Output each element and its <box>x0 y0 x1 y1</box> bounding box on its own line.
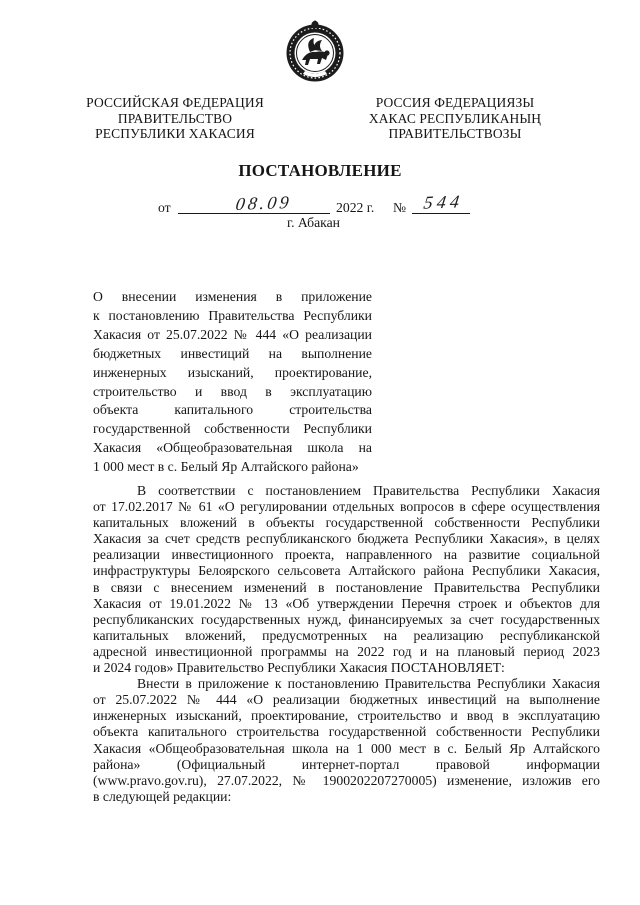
body-line: в связи с внесением изменений в постановление Правительства Республики <box>93 579 600 595</box>
document-title: ПОСТАНОВЛЕНИЕ <box>238 161 402 180</box>
body-line: и 2024 годов» Правительство Республики Хакасия ПОСТАНОВЛЯЕТ: <box>93 660 505 676</box>
subject-line: государственной собственности Республики <box>93 421 372 437</box>
header-left-line: ПРАВИТЕЛЬСТВО <box>117 110 233 126</box>
date-prefix: от <box>158 200 171 215</box>
header-left-line: РЕСПУБЛИКИ ХАКАСИЯ <box>95 126 255 141</box>
body-paragraph <box>93 483 600 676</box>
subject-line: к постановлению Правительства Республики <box>93 307 372 323</box>
body-line: В соответствии с постановлением Правительства Республики Хакасия <box>137 483 600 498</box>
body-line: капитальных вложений в объекты государственной собственности Республики <box>93 515 600 531</box>
date-year: 2022 г. <box>336 200 375 215</box>
body-paragraph <box>93 676 600 805</box>
subject-line: бюджетных инвестиций на выполнение <box>93 345 372 361</box>
city-name: г. Абакан <box>287 215 340 230</box>
number-underline <box>412 213 470 214</box>
subject-line: Хакасия от 25.07.2022 № 444 «О реализации <box>93 326 372 342</box>
body-line: реализации инвестиционного проекта, направленного на развитие социальной <box>93 547 600 563</box>
body-line: от 17.02.2017 № 61 «О регулировании отдельных вопросов в сфере осуществления <box>93 499 600 515</box>
subject-line: объекта капитального строительства <box>93 402 372 418</box>
header-right-line: ХАКАС РЕСПУБЛИКАНЫҢ <box>368 110 542 126</box>
handwritten-number: 544 <box>422 191 465 213</box>
body-line: в следующей редакции: <box>93 788 232 804</box>
subject-line: 1 000 мест в с. Белый Яр Алтайского района» <box>93 459 359 475</box>
body-line: Хакасия «Общеобразовательная школа на 1 000 мест в с. Белый Яр Алтайского <box>93 740 600 756</box>
body-line: Внести в приложение к постановлению Правительства Республики Хакасия <box>137 676 600 692</box>
body-line: (www.pravo.gov.ru), 27.07.2022, № 1900202207270005) изменение, изложив его <box>93 772 600 788</box>
body-line: от 25.07.2022 № 444 «О реализации бюджетных инвестиций на выполнение <box>93 692 600 708</box>
body-line: Хакасия за счет средств республиканского бюджета Республики Хакасия», в целях <box>93 531 600 547</box>
body-line: района» (Официальный интернет-портал правовой информации <box>93 756 600 772</box>
coat-of-arms-icon <box>283 19 347 83</box>
body-line: Хакасия от 19.01.2022 № 13 «Об утверждении Перечня строек и объектов для <box>93 595 600 611</box>
header-right-line: ПРАВИТЕЛЬСТВОЗЫ <box>388 126 522 141</box>
handwritten-date: 08.09 <box>234 192 294 214</box>
body-line: капитальных вложений, предусмотренных на реализацию республиканской <box>93 627 600 643</box>
body-line: республиканских государственных нужд, финансируемых за счет государственных <box>93 611 600 627</box>
header-right <box>350 95 560 142</box>
header-right-line: РОССИЯ ФЕДЕРАЦИЯЗЫ <box>375 95 535 110</box>
body-line: объекта капитального строительства государственной собственности Республики <box>93 724 600 740</box>
body-text <box>93 483 600 805</box>
header-left <box>70 95 280 142</box>
body-line: инфраструктуры Белоярского сельсовета Алтайского района Республики Хакасия, <box>93 563 600 579</box>
body-line: инженерных изысканий, проектирование, строительство и ввод в эксплуатацию <box>93 708 600 724</box>
subject-line: инженерных изысканий, проектирование, <box>93 364 372 380</box>
header-left-line: РОССИЙСКАЯ ФЕДЕРАЦИЯ <box>86 95 264 110</box>
subject-block <box>93 288 372 477</box>
subject-line: строительство и ввод в эксплуатацию <box>93 383 372 399</box>
number-sign: № <box>393 200 407 215</box>
subject-line: О внесении изменения в приложение <box>93 289 372 304</box>
body-line: адресной инвестиционной программы на 2022 год и на плановый период 2023 <box>93 643 600 659</box>
subject-line: Хакасия «Общеобразовательная школа на <box>93 440 372 456</box>
